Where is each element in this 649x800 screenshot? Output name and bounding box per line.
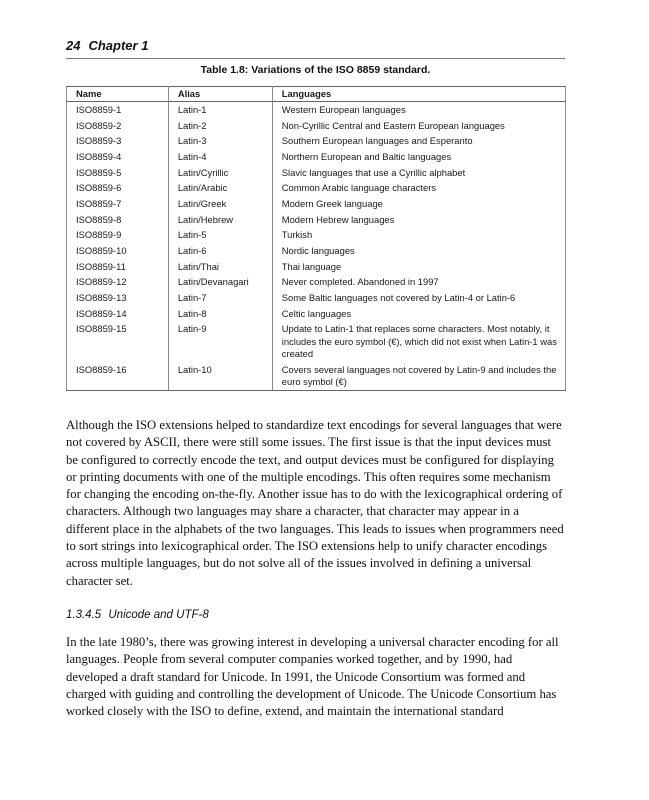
cell-alias: Latin-2 — [168, 118, 272, 134]
cell-languages: Common Arabic language characters — [272, 181, 565, 197]
cell-languages: Thai language — [272, 259, 565, 275]
table-row — [67, 290, 566, 306]
section-title: Unicode and UTF-8 — [108, 609, 209, 621]
cell-languages: Non-Cyrillic Central and Eastern European languages — [272, 118, 565, 134]
cell-name: ISO8859-9 — [67, 228, 169, 244]
cell-alias: Latin-6 — [168, 243, 272, 259]
cell-languages: Modern Hebrew languages — [272, 212, 565, 228]
cell-languages: Celtic languages — [272, 306, 565, 322]
cell-name: ISO8859-6 — [67, 181, 169, 197]
cell-name: ISO8859-16 — [67, 362, 169, 390]
cell-languages: Never completed. Abandoned in 1997 — [272, 275, 565, 291]
cell-name: ISO8859-12 — [67, 275, 169, 291]
section-number: 1.3.4.5 — [66, 609, 102, 621]
cell-alias: Latin-8 — [168, 306, 272, 322]
chapter-label: Chapter 1 — [88, 38, 149, 53]
cell-alias: Latin-7 — [168, 290, 272, 306]
table-row — [67, 362, 566, 390]
cell-name: ISO8859-5 — [67, 165, 169, 181]
iso8859-table — [66, 86, 566, 391]
cell-languages: Western European languages — [272, 102, 565, 118]
cell-name: ISO8859-2 — [67, 118, 169, 134]
cell-name: ISO8859-13 — [67, 290, 169, 306]
table-row — [67, 243, 566, 259]
cell-languages: Nordic languages — [272, 243, 565, 259]
cell-languages: Update to Latin-1 that replaces some characters. Most notably, it includes the euro symbol (€), which did not exist when Latin-1 was created — [272, 322, 565, 362]
cell-alias: Latin-1 — [168, 102, 272, 118]
table-row — [67, 181, 566, 197]
cell-alias: Latin/Greek — [168, 196, 272, 212]
table-row — [67, 134, 566, 150]
table-row — [67, 196, 566, 212]
cell-alias: Latin-10 — [168, 362, 272, 390]
cell-alias: Latin-5 — [168, 228, 272, 244]
cell-name: ISO8859-7 — [67, 196, 169, 212]
table-row — [67, 228, 566, 244]
column-header-alias: Alias — [168, 87, 272, 102]
cell-name: ISO8859-15 — [67, 322, 169, 362]
cell-alias: Latin/Thai — [168, 259, 272, 275]
table-row — [67, 322, 566, 362]
cell-alias: Latin/Cyrillic — [168, 165, 272, 181]
cell-name: ISO8859-4 — [67, 149, 169, 165]
table-row — [67, 275, 566, 291]
cell-name: ISO8859-14 — [67, 306, 169, 322]
table-row — [67, 212, 566, 228]
section-heading — [66, 608, 209, 622]
cell-languages: Northern European and Baltic languages — [272, 149, 565, 165]
table-header-row — [67, 87, 566, 102]
table-row — [67, 149, 566, 165]
running-header — [66, 38, 565, 59]
table-row — [67, 306, 566, 322]
column-header-name: Name — [67, 87, 169, 102]
page-number: 24 — [66, 38, 81, 53]
cell-languages: Modern Greek language — [272, 196, 565, 212]
cell-name: ISO8859-11 — [67, 259, 169, 275]
table-row — [67, 102, 566, 118]
cell-alias: Latin-9 — [168, 322, 272, 362]
column-header-languages: Languages — [272, 87, 565, 102]
table-row — [67, 118, 566, 134]
cell-languages: Turkish — [272, 228, 565, 244]
cell-languages: Some Baltic languages not covered by Latin-4 or Latin-6 — [272, 290, 565, 306]
cell-alias: Latin/Hebrew — [168, 212, 272, 228]
cell-languages: Covers several languages not covered by Latin-9 and includes the euro symbol (€) — [272, 362, 565, 390]
cell-alias: Latin-3 — [168, 134, 272, 150]
cell-name: ISO8859-3 — [67, 134, 169, 150]
cell-languages: Southern European languages and Esperanto — [272, 134, 565, 150]
cell-name: ISO8859-10 — [67, 243, 169, 259]
cell-name: ISO8859-1 — [67, 102, 169, 118]
cell-name: ISO8859-8 — [67, 212, 169, 228]
table-row — [67, 165, 566, 181]
table-row — [67, 259, 566, 275]
cell-alias: Latin/Arabic — [168, 181, 272, 197]
table-caption: Table 1.8: Variations of the ISO 8859 standard. — [200, 64, 431, 76]
cell-alias: Latin/Devanagari — [168, 275, 272, 291]
cell-languages: Slavic languages that use a Cyrillic alphabet — [272, 165, 565, 181]
body-paragraph: Although the ISO extensions helped to standardize text encodings for several languages that were not covered by ASCII, there were still some issues. The first issue is that the input devices must be configured to correctly encode the text, and output devices must be configured for displaying or printing documents with one of the multiple encodings. This often requires some mechanism for changing the encoding on-the-fly. Another issue has to do with the lexicographical ordering of characters. Although two languages may share a character, that character may appear in a different place in the alphabets of the two languages. This leads to issues when programmers need to sort strings into lexicographical order. The ISO extensions help to unify character encodings across multiple languages, but do not solve all of the issues involved in defining a universal character set. — [66, 418, 564, 588]
body-paragraph: In the late 1980’s, there was growing interest in developing a universal character encoding for all languages. People from several computer companies worked together, and by 1990, had developed a draft standard for Unicode. In 1991, the Unicode Consortium was formed and charged with guiding and controlling the development of Unicode. The Unicode Consortium has worked closely with the ISO to define, extend, and maintain the international standard — [66, 635, 559, 719]
cell-alias: Latin-4 — [168, 149, 272, 165]
